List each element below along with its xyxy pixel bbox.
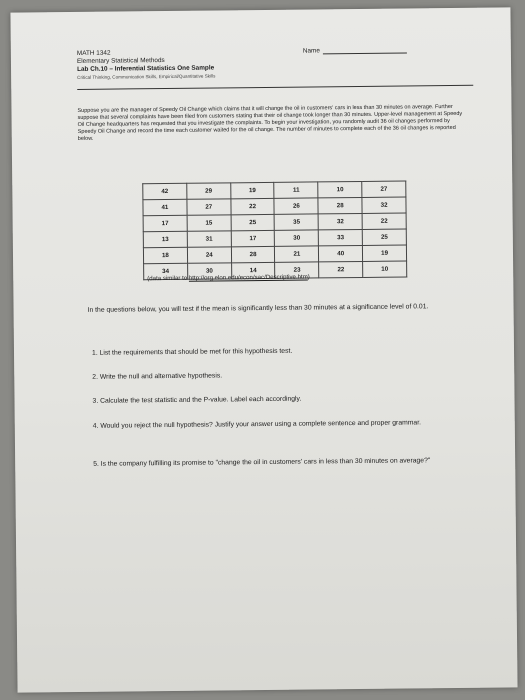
header-divider <box>77 85 473 90</box>
table-cell: 19 <box>230 182 274 198</box>
source-prefix: (data similar to <box>147 274 189 283</box>
source-link[interactable]: http://org.elon.edu/econ/sac/Descriptive.htm <box>188 273 308 282</box>
skills-line: Critical Thinking, Communication Skills, Empirical/Quantitative Skills <box>77 73 216 80</box>
table-cell: 14 <box>231 262 275 278</box>
table-cell: 23 <box>275 262 319 278</box>
table-cell: 30 <box>275 230 319 246</box>
table-cell: 22 <box>319 261 363 277</box>
table-cell: 25 <box>231 214 275 230</box>
question-5: 5. Is the company fulfilling its promise to "change the oil in customers' cars in less than 30 minutes on average?" <box>93 457 431 468</box>
scenario-paragraph: Suppose you are the manager of Speedy Oil Change which claims that it will change the oil in customers' cars in less than 30 minutes on average. Further suppose that several complaints have been filed from customers stating that their oil change took longer than 30 minutes. Upper-level management at Speedy Oil Change headquarters has requested that you investigate the complaints. To begin your investigation, you randomly audit 36 oil changes performed by Speedy Oil Change and record the time each customer waited for the oil change. The number of minutes to complete each of the 36 oil changes is reported below. <box>77 104 463 143</box>
question-4: 4. Would you reject the null hypothesis? Justify your answer using a complete sentence and proper grammar. <box>92 419 422 430</box>
table-cell: 29 <box>187 183 231 199</box>
table-cell: 34 <box>144 263 188 279</box>
data-source-note <box>147 274 310 283</box>
question-2: 2. Write the null and alternative hypothesis. <box>92 372 223 381</box>
oil-change-times-table <box>142 181 407 281</box>
table-cell: 17 <box>143 215 187 231</box>
table-cell: 32 <box>318 213 362 229</box>
table-cell: 17 <box>231 230 275 246</box>
table-cell: 35 <box>275 214 319 230</box>
table-cell: 22 <box>362 213 406 229</box>
table-cell: 26 <box>274 198 318 214</box>
table-cell: 28 <box>231 246 275 262</box>
table-cell: 27 <box>362 181 406 197</box>
table-cell: 40 <box>319 245 363 261</box>
table-cell: 42 <box>143 183 187 199</box>
course-number: MATH 1342 <box>76 49 111 57</box>
course-name: Elementary Statistical Methods <box>76 57 165 65</box>
table-cell: 10 <box>363 261 407 277</box>
name-label: Name <box>302 47 320 55</box>
questions-intro: In the questions below, you will test if the mean is significantly less than 30 minutes at a significance level of 0.01. <box>87 303 429 314</box>
table-cell: 28 <box>318 197 362 213</box>
name-field <box>303 46 407 54</box>
table-cell: 41 <box>143 199 187 215</box>
table-cell: 15 <box>187 215 231 231</box>
source-suffix: ) <box>307 273 310 281</box>
table-cell: 32 <box>362 197 406 213</box>
table-cell: 13 <box>143 231 187 247</box>
table-cell: 18 <box>143 247 187 263</box>
question-3: 3. Calculate the test statistic and the P-value. Label each accordingly. <box>92 395 302 405</box>
table-cell: 24 <box>187 247 231 263</box>
table-cell: 22 <box>231 198 275 214</box>
table-cell: 21 <box>275 246 319 262</box>
lab-title: Lab Ch.10 – Inferential Statistics One Sample <box>77 64 215 73</box>
table-cell: 33 <box>319 229 363 245</box>
table-cell: 25 <box>362 229 406 245</box>
worksheet-page <box>10 7 517 692</box>
table-cell: 11 <box>274 182 318 198</box>
table-cell: 27 <box>187 199 231 215</box>
table-cell: 30 <box>187 263 231 279</box>
question-1: 1. List the requirements that should be met for this hypothesis test. <box>91 347 293 357</box>
table-cell: 19 <box>363 245 407 261</box>
table-cell: 10 <box>318 181 362 197</box>
table-cell: 31 <box>187 231 231 247</box>
